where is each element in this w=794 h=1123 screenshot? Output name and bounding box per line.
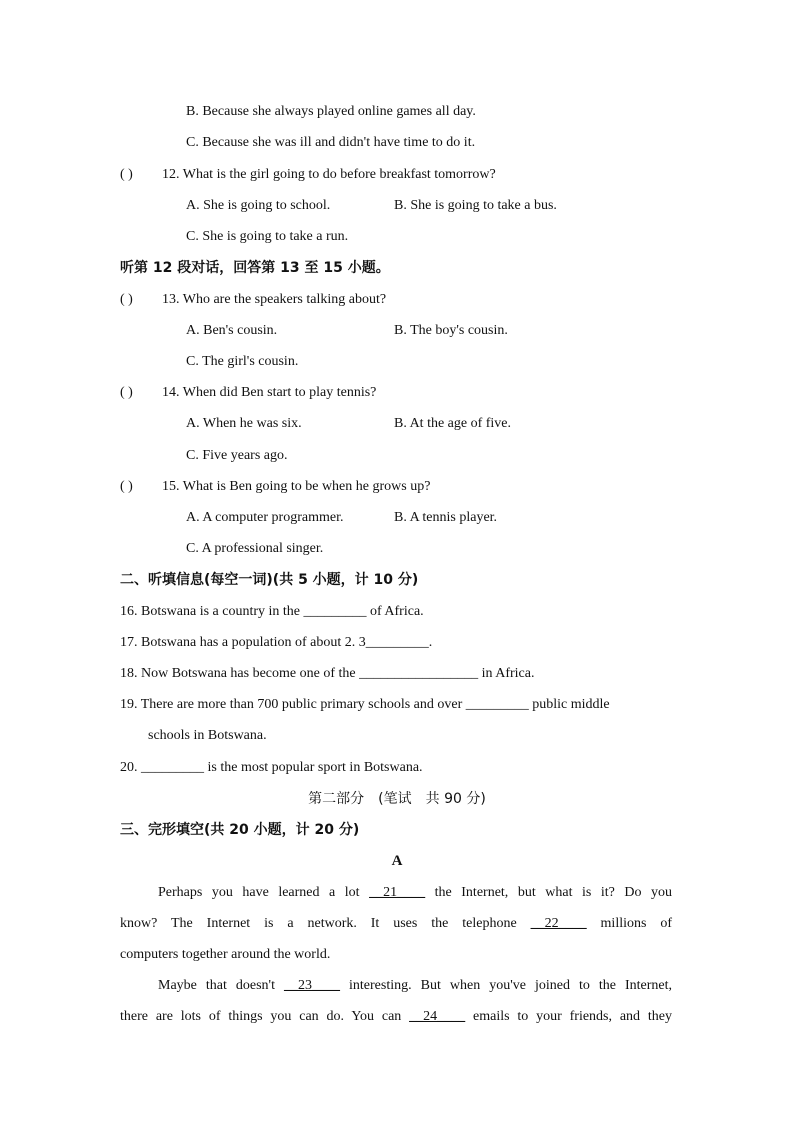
q13-option-b: B. The boy's cousin. bbox=[394, 323, 508, 338]
question-15-text: 15. What is Ben going to be when he grows up? bbox=[162, 479, 431, 494]
passage-line-3: computers together around the world. bbox=[120, 947, 331, 962]
q15-option-c: C. A professional singer. bbox=[186, 541, 324, 556]
cloze-blank-24: __24____ bbox=[409, 1009, 466, 1024]
q12-option-a: A. She is going to school. bbox=[186, 198, 331, 213]
fill-question-20: 20. _________ is the most popular sport in Botswana. bbox=[120, 760, 423, 775]
q14-option-c: C. Five years ago. bbox=[186, 448, 288, 463]
question-14-text: 14. When did Ben start to play tennis? bbox=[162, 385, 377, 400]
passage-text: the Internet, but what is it? Do you bbox=[434, 885, 673, 900]
fill-question-19-cont: schools in Botswana. bbox=[148, 728, 267, 743]
cloze-blank-22: __22____ bbox=[530, 916, 587, 931]
passage-text: millions of bbox=[600, 916, 673, 931]
answer-blank-12[interactable]: ( ) bbox=[120, 167, 133, 182]
fill-question-16: 16. Botswana is a country in the _________ of Africa. bbox=[120, 604, 424, 619]
passage-text: Perhaps you have learned a lot bbox=[158, 885, 360, 900]
q15-option-b: B. A tennis player. bbox=[394, 510, 498, 525]
q11-option-b: B. Because she always played online games all day. bbox=[186, 104, 476, 119]
answer-blank-13[interactable]: ( ) bbox=[120, 292, 133, 307]
section-2-heading: 二、听填信息(每空一词)(共 5 小题，计 10 分) bbox=[120, 572, 419, 588]
passage-text: emails to your friends, and they bbox=[473, 1009, 672, 1024]
cloze-blank-21: __21____ bbox=[369, 885, 426, 900]
passage-title: A bbox=[391, 853, 403, 869]
passage-line-5 bbox=[120, 1008, 672, 1026]
passage-text: know? The Internet is a network. It uses the telephone bbox=[120, 916, 517, 931]
fill-question-17: 17. Botswana has a population of about 2. 3_________. bbox=[120, 635, 433, 650]
passage-line-1 bbox=[158, 884, 672, 902]
q14-option-a: A. When he was six. bbox=[186, 416, 302, 431]
q13-option-a: A. Ben's cousin. bbox=[186, 323, 278, 338]
passage-text: Maybe that doesn't bbox=[158, 978, 275, 993]
cloze-blank-23: __23____ bbox=[284, 978, 340, 993]
passage-line-4 bbox=[158, 977, 672, 995]
fill-question-19: 19. There are more than 700 public primary schools and over _________ public middle bbox=[120, 697, 610, 712]
q12-option-b: B. She is going to take a bus. bbox=[394, 198, 557, 213]
q15-option-a: A. A computer programmer. bbox=[186, 510, 344, 525]
part-2-title: 第二部分 (笔试 共 90 分) bbox=[308, 791, 486, 807]
question-13-text: 13. Who are the speakers talking about? bbox=[162, 292, 387, 307]
question-12-text: 12. What is the girl going to do before breakfast tomorrow? bbox=[162, 167, 496, 182]
q14-option-b: B. At the age of five. bbox=[394, 416, 512, 431]
q13-option-c: C. The girl's cousin. bbox=[186, 354, 299, 369]
passage-text: there are lots of things you can do. You can bbox=[120, 1009, 402, 1024]
passage-line-2 bbox=[120, 915, 672, 933]
section-3-heading: 三、完形填空(共 20 小题，计 20 分) bbox=[120, 822, 360, 838]
q12-option-c: C. She is going to take a run. bbox=[186, 229, 349, 244]
answer-blank-15[interactable]: ( ) bbox=[120, 479, 133, 494]
answer-blank-14[interactable]: ( ) bbox=[120, 385, 133, 400]
instruction-dialogue-12: 听第 12 段对话，回答第 13 至 15 小题。 bbox=[120, 260, 390, 276]
q11-option-c: C. Because she was ill and didn't have time to do it. bbox=[186, 135, 476, 150]
passage-text: interesting. But when you've joined to the Internet, bbox=[349, 978, 673, 993]
fill-question-18: 18. Now Botswana has become one of the _________________ in Africa. bbox=[120, 666, 535, 681]
